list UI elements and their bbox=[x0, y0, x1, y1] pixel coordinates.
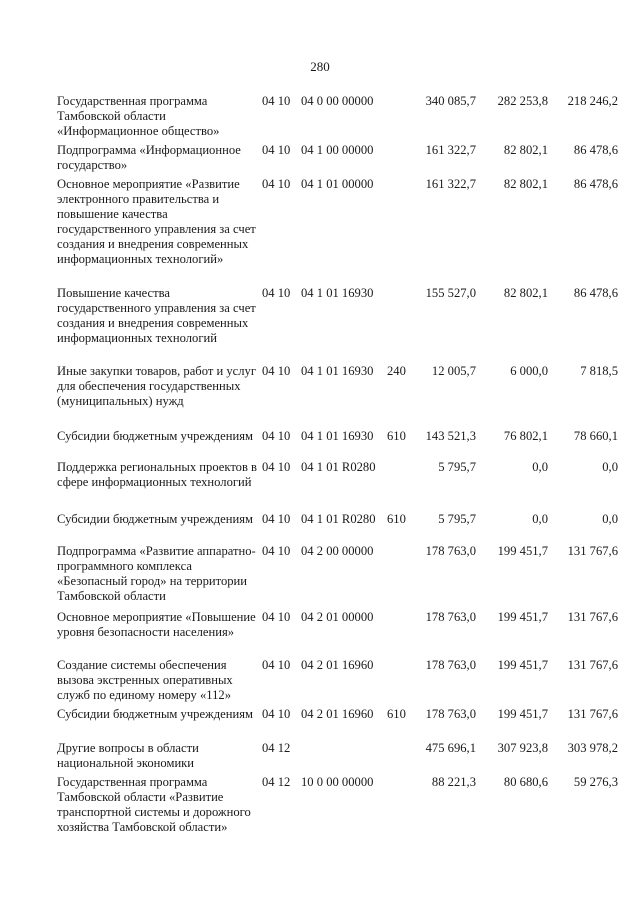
row-amount-3: 7 818,5 bbox=[580, 364, 618, 378]
row-target-code: 04 2 00 00000 bbox=[301, 544, 374, 558]
row-expense-type: 610 bbox=[387, 429, 406, 443]
row-amount-3: 78 660,1 bbox=[573, 429, 618, 443]
row-amount-2: 307 923,8 bbox=[497, 741, 548, 755]
row-target-code: 04 1 01 16930 bbox=[301, 364, 374, 378]
row-name: Государственная программа Тамбовской области «Развитие транспортной системы и дорожного хозяйства Тамбовской области» bbox=[57, 775, 251, 834]
row-target-code: 04 1 01 R0280 bbox=[301, 512, 376, 526]
row-target-code: 04 1 01 16930 bbox=[301, 429, 374, 443]
row-amount-3: 218 246,2 bbox=[567, 94, 618, 108]
row-amount-1: 161 322,7 bbox=[425, 143, 476, 157]
row-amount-2: 82 802,1 bbox=[503, 286, 548, 300]
row-amount-2: 80 680,6 bbox=[503, 775, 548, 789]
row-name: Субсидии бюджетным учреждениям bbox=[57, 512, 253, 526]
row-section: 04 10 bbox=[262, 94, 291, 108]
row-amount-2: 199 451,7 bbox=[497, 658, 548, 672]
row-amount-1: 178 763,0 bbox=[425, 610, 476, 624]
row-target-code: 04 1 00 00000 bbox=[301, 143, 374, 157]
row-amount-2: 6 000,0 bbox=[510, 364, 548, 378]
row-target-code: 04 1 01 00000 bbox=[301, 177, 374, 191]
row-section: 04 10 bbox=[262, 658, 291, 672]
row-section: 04 10 bbox=[262, 460, 291, 474]
row-amount-3: 0,0 bbox=[602, 460, 618, 474]
row-name: Иные закупки товаров, работ и услуг для обеспечения государственных (муниципальных) нужд bbox=[57, 364, 257, 408]
row-amount-2: 199 451,7 bbox=[497, 610, 548, 624]
row-section: 04 10 bbox=[262, 512, 291, 526]
row-target-code: 10 0 00 00000 bbox=[301, 775, 374, 789]
row-amount-3: 86 478,6 bbox=[573, 143, 618, 157]
row-amount-2: 0,0 bbox=[532, 512, 548, 526]
row-section: 04 10 bbox=[262, 286, 291, 300]
row-amount-1: 5 795,7 bbox=[438, 512, 476, 526]
row-expense-type: 610 bbox=[387, 512, 406, 526]
row-name: Субсидии бюджетным учреждениям bbox=[57, 707, 253, 721]
row-name: Подпрограмма «Информационное государство» bbox=[57, 143, 241, 172]
row-amount-1: 5 795,7 bbox=[438, 460, 476, 474]
row-amount-1: 178 763,0 bbox=[425, 658, 476, 672]
row-name: Государственная программа Тамбовской области «Информационное общество» bbox=[57, 94, 220, 138]
row-amount-3: 0,0 bbox=[602, 512, 618, 526]
row-section: 04 12 bbox=[262, 775, 291, 789]
row-amount-2: 199 451,7 bbox=[497, 707, 548, 721]
row-target-code: 04 1 01 R0280 bbox=[301, 460, 376, 474]
row-amount-1: 12 005,7 bbox=[431, 364, 476, 378]
row-section: 04 10 bbox=[262, 610, 291, 624]
row-amount-1: 155 527,0 bbox=[425, 286, 476, 300]
row-amount-1: 475 696,1 bbox=[425, 741, 476, 755]
row-section: 04 10 bbox=[262, 544, 291, 558]
row-expense-type: 240 bbox=[387, 364, 406, 378]
row-section: 04 10 bbox=[262, 707, 291, 721]
row-section: 04 10 bbox=[262, 143, 291, 157]
row-amount-3: 131 767,6 bbox=[567, 544, 618, 558]
row-amount-3: 59 276,3 bbox=[573, 775, 618, 789]
row-target-code: 04 0 00 00000 bbox=[301, 94, 374, 108]
row-amount-3: 86 478,6 bbox=[573, 286, 618, 300]
row-name: Основное мероприятие «Развитие электронного правительства и повышение качества государственного управления за счет создания и внедрения современных информационных технологий» bbox=[57, 177, 256, 266]
row-amount-1: 88 221,3 bbox=[431, 775, 476, 789]
row-name: Поддержка региональных проектов в сфере информационных технологий bbox=[57, 460, 258, 489]
row-section: 04 10 bbox=[262, 429, 291, 443]
row-amount-3: 86 478,6 bbox=[573, 177, 618, 191]
row-amount-2: 76 802,1 bbox=[503, 429, 548, 443]
row-amount-1: 178 763,0 bbox=[425, 707, 476, 721]
row-amount-2: 199 451,7 bbox=[497, 544, 548, 558]
row-amount-1: 178 763,0 bbox=[425, 544, 476, 558]
page-number: 280 bbox=[310, 59, 330, 74]
row-section: 04 12 bbox=[262, 741, 291, 755]
row-name: Подпрограмма «Развитие аппаратно-программного комплекса «Безопасный город» на территории Тамбовской области bbox=[57, 544, 256, 603]
row-amount-2: 0,0 bbox=[532, 460, 548, 474]
row-amount-1: 340 085,7 bbox=[425, 94, 476, 108]
row-target-code: 04 2 01 16960 bbox=[301, 707, 374, 721]
row-amount-2: 82 802,1 bbox=[503, 177, 548, 191]
row-amount-1: 143 521,3 bbox=[425, 429, 476, 443]
row-expense-type: 610 bbox=[387, 707, 406, 721]
row-amount-3: 131 767,6 bbox=[567, 658, 618, 672]
row-amount-3: 131 767,6 bbox=[567, 610, 618, 624]
row-amount-2: 282 253,8 bbox=[497, 94, 548, 108]
row-target-code: 04 2 01 16960 bbox=[301, 658, 374, 672]
row-amount-1: 161 322,7 bbox=[425, 177, 476, 191]
row-name: Создание системы обеспечения вызова экстренных оперативных служб по единому номеру «112» bbox=[57, 658, 233, 702]
row-name: Субсидии бюджетным учреждениям bbox=[57, 429, 253, 443]
row-amount-2: 82 802,1 bbox=[503, 143, 548, 157]
row-target-code: 04 1 01 16930 bbox=[301, 286, 374, 300]
row-name: Основное мероприятие «Повышение уровня безопасности населения» bbox=[57, 610, 256, 639]
row-amount-3: 303 978,2 bbox=[567, 741, 618, 755]
row-section: 04 10 bbox=[262, 364, 291, 378]
row-amount-3: 131 767,6 bbox=[567, 707, 618, 721]
row-target-code: 04 2 01 00000 bbox=[301, 610, 374, 624]
row-name: Повышение качества государственного управления за счет создания и внедрения современных информационных технологий bbox=[57, 286, 256, 345]
row-name: Другие вопросы в области национальной экономики bbox=[57, 741, 199, 770]
row-section: 04 10 bbox=[262, 177, 291, 191]
